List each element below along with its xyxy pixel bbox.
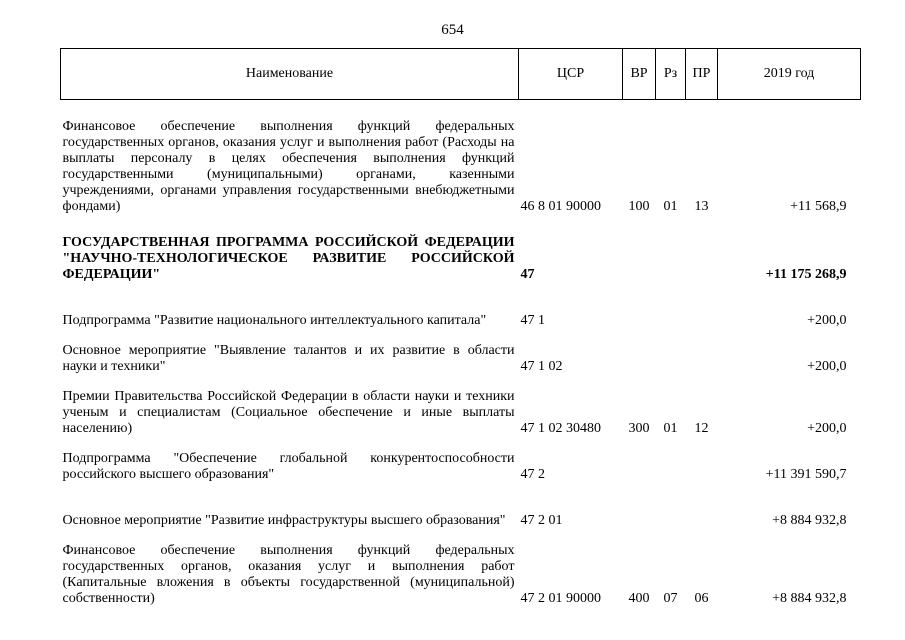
row-rz: [656, 437, 686, 483]
row-csr: 47 2 01: [520, 513, 563, 528]
row-amount: +11 568,9: [790, 199, 847, 214]
header-year: 2019 год: [718, 49, 861, 100]
row-pr: [686, 483, 718, 529]
row-amount: +8 884 932,8: [772, 513, 847, 528]
row-vr: 300: [628, 421, 650, 436]
table-row: [61, 483, 861, 529]
row-vr: 100: [628, 199, 650, 214]
row-pr: 13: [694, 199, 709, 214]
row-rz: [656, 283, 686, 329]
row-vr: [623, 283, 656, 329]
header-csr: ЦСР: [519, 49, 623, 100]
table-row: [61, 375, 861, 437]
row-csr: 47 2: [520, 467, 545, 482]
row-pr: [686, 217, 718, 283]
row-rz: 01: [663, 199, 678, 214]
row-amount: +200,0: [807, 359, 847, 374]
row-name: Финансовое обеспечение выполнения функций федеральных государственных органов, оказания услуг и выполнения работ (Капитальные вложения в объекты государственной (муниципальной) собственности): [62, 543, 515, 606]
row-name: Премии Правительства Российской Федерации в области науки и техники ученым и специалистам (Социальное обеспечение и иные выплаты населению): [62, 389, 515, 436]
row-csr: 47 1: [520, 313, 545, 328]
table-row: [61, 283, 861, 329]
header-name: Наименование: [61, 49, 519, 100]
row-amount: +11 175 268,9: [765, 267, 847, 282]
row-csr: 46 8 01 90000: [520, 199, 601, 214]
table-body: [61, 100, 861, 608]
budget-table: [60, 48, 861, 607]
row-amount: +8 884 932,8: [772, 591, 847, 606]
row-amount: +200,0: [807, 313, 847, 328]
row-name: Основное мероприятие "Развитие инфраструктуры высшего образования": [62, 513, 506, 528]
row-name: Основное мероприятие "Выявление талантов и их развитие в области науки и техники": [62, 343, 515, 374]
row-name: Финансовое обеспечение выполнения функций федеральных государственных органов, оказания услуг и выполнения работ (Расходы на выплаты персоналу в целях обеспечения выполнения функций государственными (муниципальными) органами, казенными учреждениями, органами управления государственными внебюджетными фондами): [62, 119, 515, 214]
row-amount: +11 391 590,7: [765, 467, 847, 482]
row-vr: [623, 329, 656, 375]
table-row: [61, 217, 861, 283]
row-pr: 12: [694, 421, 709, 436]
row-csr: 47 1 02: [520, 359, 563, 374]
row-name: Подпрограмма "Обеспечение глобальной конкурентоспособности российского высшего образования": [62, 451, 515, 482]
row-pr: [686, 283, 718, 329]
table-row: [61, 100, 861, 218]
header-pr: ПР: [686, 49, 718, 100]
table-row: [61, 329, 861, 375]
row-vr: [623, 217, 656, 283]
row-pr: 06: [694, 591, 709, 606]
row-vr: 400: [628, 591, 650, 606]
table-header: [61, 49, 861, 100]
row-rz: [656, 329, 686, 375]
row-csr: 47: [520, 267, 535, 282]
row-rz: 01: [663, 421, 678, 436]
header-vr: ВР: [623, 49, 656, 100]
row-rz: 07: [663, 591, 678, 606]
table-row: [61, 437, 861, 483]
row-rz: [656, 483, 686, 529]
row-pr: [686, 437, 718, 483]
row-csr: 47 2 01 90000: [520, 591, 601, 606]
row-rz: [656, 217, 686, 283]
row-amount: +200,0: [807, 421, 847, 436]
table-row: [61, 529, 861, 607]
row-pr: [686, 329, 718, 375]
page-number: 654: [441, 22, 464, 38]
header-rz: Рз: [656, 49, 686, 100]
row-name: Подпрограмма "Развитие национального интеллектуального капитала": [62, 313, 487, 328]
row-vr: [623, 483, 656, 529]
row-csr: 47 1 02 30480: [520, 421, 601, 436]
row-name: ГОСУДАРСТВЕННАЯ ПРОГРАММА РОССИЙСКОЙ ФЕДЕРАЦИИ "НАУЧНО-ТЕХНОЛОГИЧЕСКОЕ РАЗВИТИЕ РОССИЙСКОЙ ФЕДЕРАЦИИ": [62, 235, 515, 282]
row-vr: [623, 437, 656, 483]
